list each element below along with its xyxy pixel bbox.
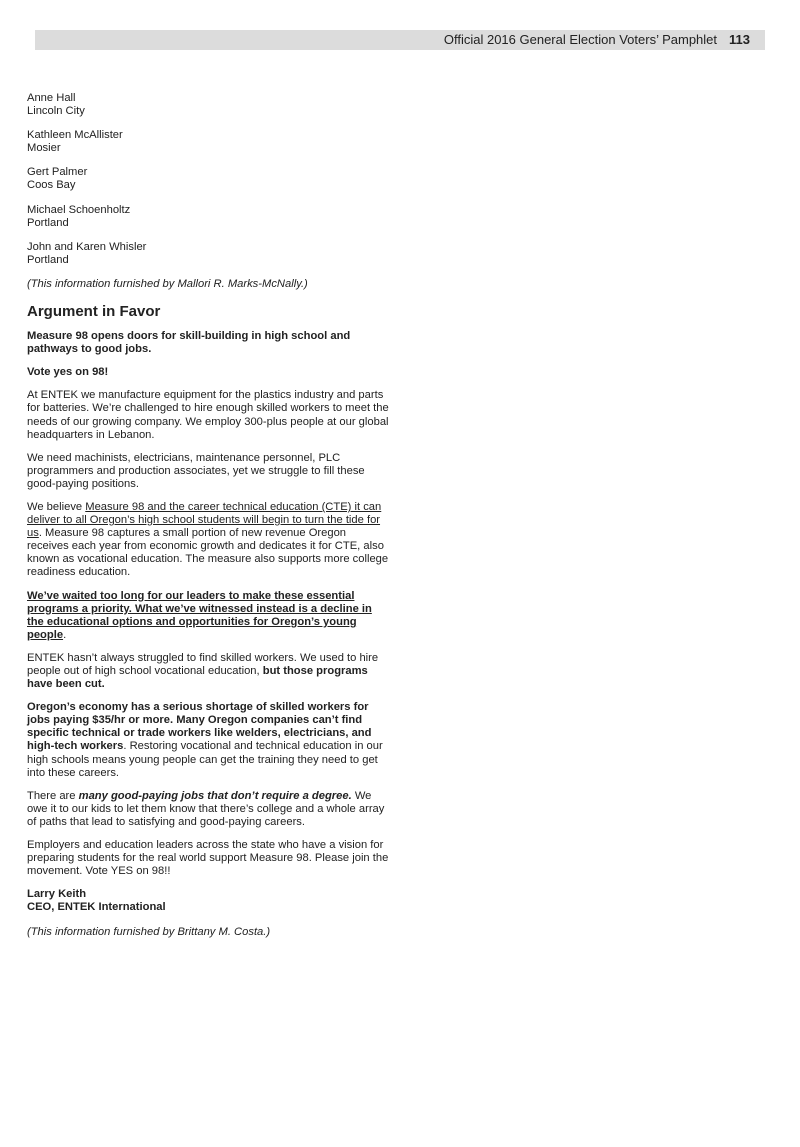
signer-block <box>27 241 389 267</box>
signer-city: Mosier <box>27 142 61 155</box>
argument-lead <box>27 330 389 356</box>
bold-underlined-text: We’ve waited too long for our leaders to make these essential programs a priority. What we’ve witnessed instead is a decline in the educational options and opportunities for Oregon’s young people <box>27 589 372 641</box>
text-run: There are <box>27 789 79 802</box>
bold-text: but those programs have been cut. <box>27 665 368 691</box>
paragraph: We need machinists, electricians, maintenance personnel, PLC programmers and production associates, yet we struggle to fill these good-paying positions. <box>27 451 365 490</box>
bold-italic-text: many good-paying jobs that don’t require a degree. <box>78 789 352 802</box>
underlined-text: Measure 98 and the career technical education (CTE) it can deliver to all Oregon’s high school students will begin to turn the tide for us <box>27 500 382 540</box>
text-run: ENTEK hasn’t always struggled to find skilled workers. We used to hire people out of high school vocational education, <box>27 651 379 677</box>
vote-text: Vote yes on 98! <box>27 366 109 379</box>
argument-heading: Argument in Favor <box>27 303 161 321</box>
argument-vote <box>27 366 389 379</box>
signer-city: Portland <box>27 253 69 266</box>
paragraph <box>27 501 389 580</box>
signer-city: Lincoln City <box>27 105 85 118</box>
signer-name: Anne Hall <box>27 92 76 104</box>
signer-title: CEO, ENTEK International <box>27 901 166 914</box>
signer-block <box>27 92 389 118</box>
text-run: . Measure 98 captures a small portion of new revenue Oregon receives each year from economic growth and dedicates it for CTE, also known as vocational education. The measure also supports more college readiness education. <box>27 527 389 579</box>
paragraph <box>27 590 389 642</box>
signer-name: Michael Schoenholtz <box>27 203 131 216</box>
page-number: 113 <box>729 32 750 47</box>
signer-name: Kathleen McAllister <box>27 129 123 142</box>
text-run: We owe it to our kids to let them know that there’s college and a whole array of paths that lead to satisfying and good-paying careers. <box>27 789 385 828</box>
argument-signer <box>27 888 389 914</box>
signer-block <box>27 166 389 192</box>
paragraph <box>27 790 389 829</box>
page-header <box>444 33 750 47</box>
furnished-note: (This information furnished by Mallori R. Marks-McNally.) <box>27 277 308 290</box>
signer-city: Coos Bay <box>27 179 76 192</box>
paragraph <box>27 701 389 780</box>
signer-name: Larry Keith <box>27 888 87 901</box>
text-run: . Restoring vocational and technical education in our high schools means young people can get the training they need to get into these careers. <box>27 740 383 779</box>
text-run: . <box>63 628 67 641</box>
signer-name: Gert Palmer <box>27 166 88 179</box>
lead-text: Measure 98 opens doors for skill-building in high school and pathways to good jobs. <box>27 330 351 356</box>
paragraph: At ENTEK we manufacture equipment for the plastics industry and parts for batteries. We’re challenged to hire enough skilled workers to meet the needs of our growing company. We employ 300-plus people at our global headquarters in Lebanon. <box>27 389 389 441</box>
signer-city: Portland <box>27 216 69 229</box>
paragraph: Employers and education leaders across the state who have a vision for preparing students for the real world support Measure 98. Please join the movement. Vote YES on 98!! <box>27 839 389 878</box>
signer-block <box>27 129 389 155</box>
bold-text: Oregon’s economy has a serious shortage of skilled workers for jobs paying $35/hr or more. Many Oregon companies can’t find specific technical or trade workers like welders, electricians, and high-tech workers <box>27 701 372 753</box>
signer-block <box>27 204 389 230</box>
paragraph <box>27 652 389 691</box>
pamphlet-title: Official 2016 General Election Voters’ Pamphlet <box>443 32 718 47</box>
furnished-note: (This information furnished by Brittany M. Costa.) <box>27 925 271 938</box>
main-column <box>27 92 389 949</box>
signer-name: John and Karen Whisler <box>27 240 147 253</box>
text-run: We believe <box>27 500 86 513</box>
